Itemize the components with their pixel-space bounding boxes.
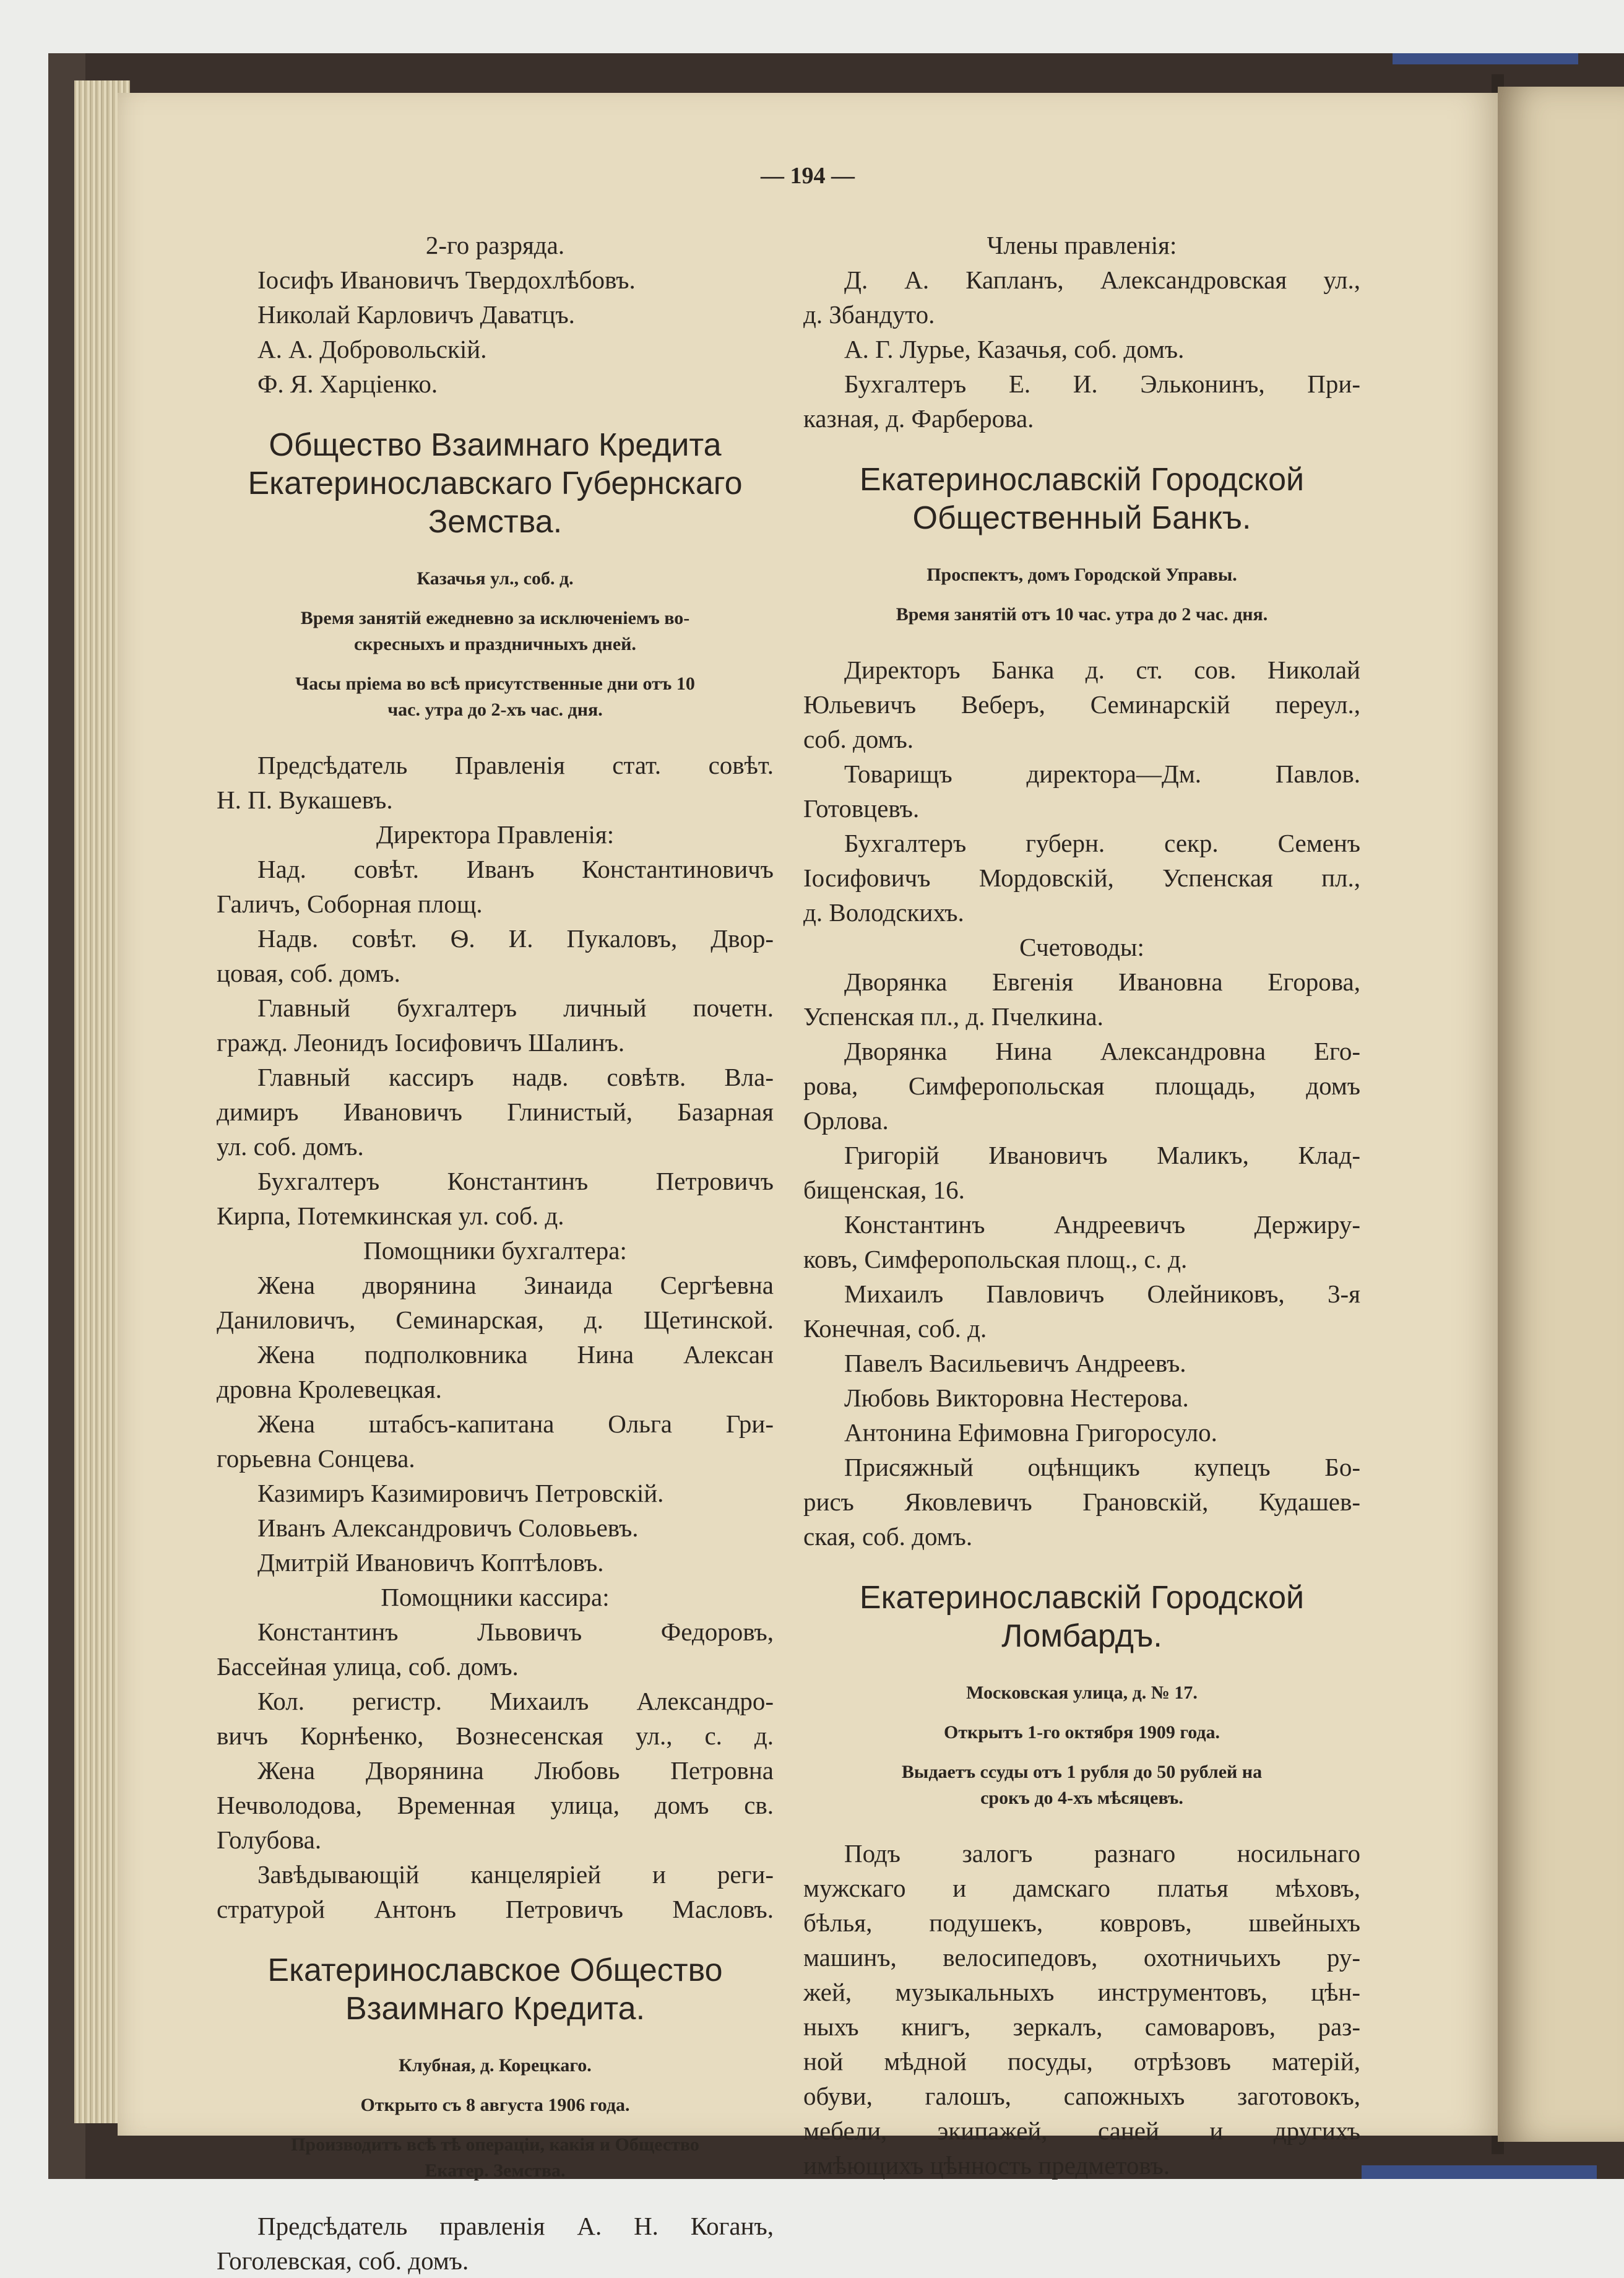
text-line: Подъ залогъ разнаго носильнаго <box>844 1839 1360 1868</box>
text-line: Кол. регистр. Михаилъ Александро- <box>257 1687 774 1715</box>
text-line: имѣющихъ цѣнность предметовъ. <box>803 2151 1170 2180</box>
text-line: Константинъ Львовичъ Федоровъ, <box>257 1618 774 1646</box>
text-line: Николай Карловичъ Даватцъ. <box>257 300 575 329</box>
text-line: рова, Симферопольская площадь, домъ <box>803 1072 1360 1100</box>
text-line: Кирпа, Потемкинская ул. соб. д. <box>217 1202 564 1230</box>
text-line: Жена штабсъ-капитана Ольга Гри- <box>257 1410 774 1438</box>
text-line: Счетоводы: <box>1019 933 1144 961</box>
section-title: Екатеринославскій Городской <box>859 1580 1305 1616</box>
facing-page <box>1498 87 1624 2142</box>
section-title: Общественный Банкъ. <box>912 500 1251 536</box>
section-note: час. утра до 2-хъ час. дня. <box>387 699 603 720</box>
section-note: Клубная, д. Корецкаго. <box>399 2055 592 2076</box>
text-line: Казимиръ Казимировичъ Петровскій. <box>257 1479 664 1507</box>
text-line: Надв. совѣт. Ѳ. И. Пукаловъ, Двор- <box>257 924 774 953</box>
text-line: Бассейная улица, соб. домъ. <box>217 1652 519 1681</box>
text-line: А. А. Добровольскій. <box>257 335 487 363</box>
section-note: Производитъ всѣ тѣ операціи, какія и Общество <box>291 2134 699 2155</box>
section-note: Выдаетъ ссуды отъ 1 рубля до 50 рублей на <box>901 1762 1263 1782</box>
section-note: Открыто съ 8 августа 1906 года. <box>360 2095 630 2115</box>
text-line: Конечная, соб. д. <box>803 1314 987 1343</box>
text-line: 2-го разряда. <box>425 231 565 259</box>
text-line: машинъ, велосипедовъ, охотничьихъ ру- <box>803 1943 1360 1972</box>
text-line: цовая, соб. домъ. <box>217 959 400 987</box>
section-note: Казачья ул., соб. д. <box>417 568 574 589</box>
section-title: Взаимнаго Кредита. <box>345 1991 646 2027</box>
section-title: Ломбардъ. <box>1001 1618 1162 1654</box>
text-line: обуви, галошъ, сапожныхъ заготовокъ, <box>803 2082 1360 2110</box>
text-line: Готовцевъ. <box>803 794 920 823</box>
text-line: Помощники кассира: <box>381 1583 610 1611</box>
text-line: Иванъ Александровичъ Соловьевъ. <box>257 1514 639 1542</box>
section-title: Земства. <box>428 504 563 540</box>
text-line: Іосифъ Ивановичъ Твердохлѣбовъ. <box>257 266 636 294</box>
text-line: мужскаго и дамскаго платья мѣховъ, <box>803 1874 1360 1902</box>
text-line: мебели, экипажей, саней и другихъ <box>803 2116 1360 2145</box>
text-line: Бухгалтеръ губерн. секр. Семенъ <box>844 829 1360 857</box>
section-note: Часы пріема во всѣ присутственные дни отъ 10 <box>295 673 695 694</box>
text-line: Дворянка Нина Александровна Его- <box>844 1037 1360 1065</box>
text-line: бѣлья, подушекъ, ковровъ, швейныхъ <box>803 1908 1360 1937</box>
text-line: Помощники бухгалтера: <box>363 1236 627 1265</box>
section-note: Проспектъ, домъ Городской Управы. <box>926 565 1237 585</box>
section-title: Екатеринославское Общество <box>267 1952 723 1988</box>
text-line: дровна Кролевецкая. <box>217 1375 442 1403</box>
text-line: Успенская пл., д. Пчелкина. <box>803 1002 1104 1031</box>
book-page <box>118 93 1498 2275</box>
text-line: Любовь Викторовна Нестерова. <box>844 1384 1189 1412</box>
text-line: Антонина Ефимовна Григоросуло. <box>844 1418 1217 1447</box>
text-line: Бухгалтеръ Константинъ Петровичъ <box>257 1167 774 1195</box>
left-column <box>217 228 774 2278</box>
text-line: казная, д. Фарберова. <box>803 404 1034 433</box>
section-title: Общество Взаимнаго Кредита <box>269 427 722 463</box>
text-line: Юльевичъ Веберъ, Семинарскій переул., <box>803 690 1360 719</box>
text-line: Главный кассиръ надв. совѣтв. Вла- <box>257 1063 774 1091</box>
text-line: Жена Дворянина Любовь Петровна <box>257 1756 774 1785</box>
text-line: рисъ Яковлевичъ Грановскій, Кудашев- <box>803 1488 1360 1516</box>
text-line: А. Г. Лурье, Казачья, соб. домъ. <box>844 335 1185 363</box>
section-note: Московская улица, д. № 17. <box>966 1683 1198 1703</box>
text-line: д. Збандуто. <box>803 300 935 329</box>
text-line: Н. П. Вукашевъ. <box>217 786 393 814</box>
text-line: Галичъ, Соборная площ. <box>217 890 483 918</box>
text-line: Завѣдывающій канцеляріей и реги- <box>257 1860 774 1889</box>
text-line: Григорій Ивановичъ Маликъ, Клад- <box>844 1141 1360 1169</box>
text-line: Павелъ Васильевичъ Андреевъ. <box>844 1349 1186 1377</box>
text-line: д. Володскихъ. <box>803 898 964 927</box>
text-line: Ф. Я. Харціенко. <box>257 370 438 398</box>
section-note: Время занятій ежедневно за исключеніемъ во- <box>300 608 690 628</box>
text-line: горьевна Сонцева. <box>217 1444 415 1473</box>
text-line: Голубова. <box>217 1825 322 1854</box>
text-line: Предсѣдатель Правленія стат. совѣт. <box>257 751 774 779</box>
text-line: Главный бухгалтеръ личный почетн. <box>257 994 774 1022</box>
section-note: Екатер. Земства. <box>425 2160 566 2181</box>
text-line: Д. А. Капланъ, Александровская ул., <box>844 266 1360 294</box>
text-line: Предсѣдатель правленія А. Н. Коганъ, <box>257 2212 774 2240</box>
text-line: Бухгалтеръ Е. И. Эльконинъ, При- <box>844 370 1360 398</box>
text-line: вичъ Корнѣенко, Вознесенская ул., с. д. <box>217 1721 774 1750</box>
text-line: Жена подполковника Нина Алексан <box>257 1340 774 1369</box>
page-number: — 194 — <box>761 163 855 189</box>
text-line: Дмитрій Ивановичъ Коптѣловъ. <box>257 1548 604 1577</box>
text-line: Константинъ Андреевичъ Держиру- <box>844 1210 1360 1239</box>
text-line: гражд. Леонидъ Іосифовичъ Шалинъ. <box>217 1028 625 1057</box>
text-line: бищенская, 16. <box>803 1176 965 1204</box>
right-column <box>803 228 1360 2183</box>
text-line: ковъ, Симферопольская площ., с. д. <box>803 1245 1188 1273</box>
text-line: Товарищъ директора—Дм. Павлов. <box>844 760 1360 788</box>
text-line: ул. соб. домъ. <box>217 1132 364 1161</box>
text-line: Присяжный оцѣнщикъ купецъ Бо- <box>844 1453 1360 1481</box>
text-line: ская, соб. домъ. <box>803 1522 973 1551</box>
text-line: димиръ Ивановичъ Глинистый, Базарная <box>217 1098 774 1126</box>
text-line: Нечволодова, Временная улица, домъ св. <box>217 1791 774 1819</box>
section-title: Екатеринославскаго Губернскаго <box>248 466 743 501</box>
section-note: Открытъ 1-го октября 1909 года. <box>943 1722 1220 1743</box>
text-line: жей, музыкальныхъ инструментовъ, цѣн- <box>803 1978 1360 2006</box>
section-note: скресныхъ и праздничныхъ дней. <box>354 634 636 654</box>
section-note: срокъ до 4-хъ мѣсяцевъ. <box>980 1788 1183 1808</box>
text-line: Члены правленія: <box>987 231 1177 259</box>
bookmark-ribbon-bottom <box>1362 2165 1597 2179</box>
text-line: соб. домъ. <box>803 725 914 753</box>
text-line: ной мѣдной посуды, отрѣзовъ матерій, <box>803 2047 1360 2076</box>
text-line: Гоголевская, соб. домъ. <box>217 2246 469 2275</box>
text-line: Директора Правленія: <box>376 820 615 849</box>
text-line: стратурой Антонъ Петровичъ Масловъ. <box>217 1895 774 1923</box>
text-line: Дворянка Евгенія Ивановна Егорова, <box>844 968 1360 996</box>
text-line: Жена дворянина Зинаида Сергѣевна <box>257 1271 774 1299</box>
text-line: Іосифовичъ Мордовскій, Успенская пл., <box>803 864 1360 892</box>
section-note: Время занятій отъ 10 час. утра до 2 час. дня. <box>896 604 1268 625</box>
text-line: Орлова. <box>803 1106 889 1135</box>
text-line: Даниловичъ, Семинарская, д. Щетинской. <box>217 1306 774 1334</box>
text-line: Над. совѣт. Иванъ Константиновичъ <box>257 855 774 883</box>
text-line: Директоръ Банка д. ст. сов. Николай <box>844 656 1360 684</box>
bookmark-ribbon-top <box>1393 53 1578 64</box>
text-line: ныхъ книгъ, зеркалъ, самоваровъ, раз- <box>803 2012 1360 2041</box>
text-line: Михаилъ Павловичъ Олейниковъ, 3-я <box>844 1280 1360 1308</box>
section-title: Екатеринославскій Городской <box>859 462 1305 498</box>
